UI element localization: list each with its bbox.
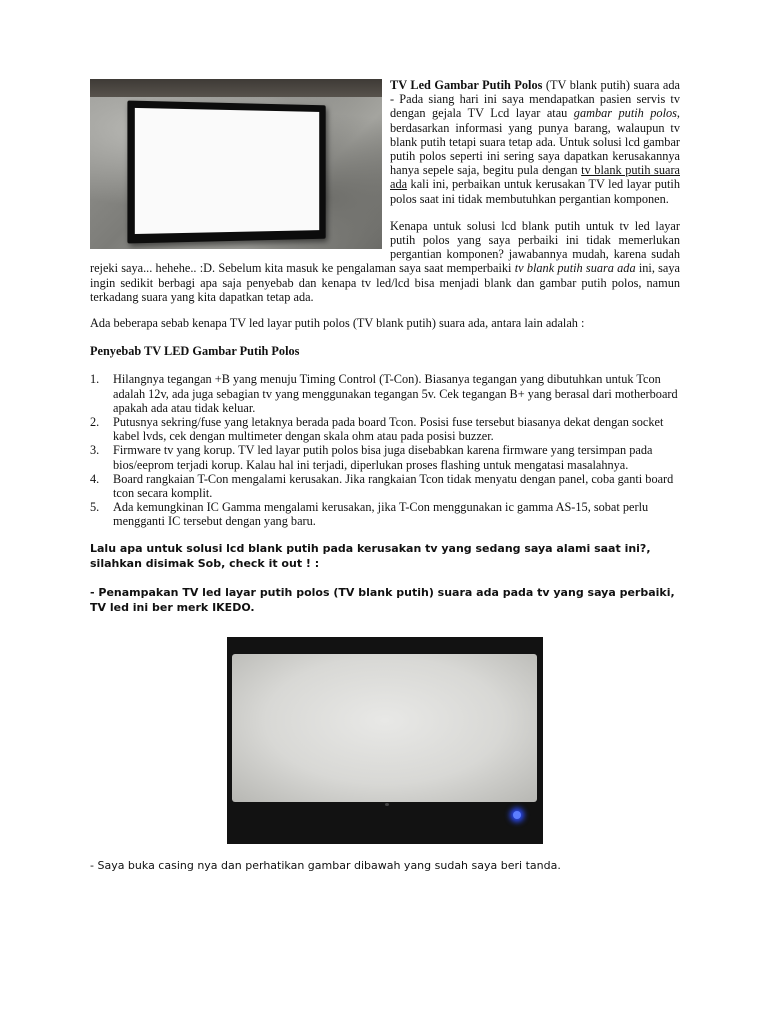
ceiling-shade <box>90 79 382 97</box>
callout-text: Lalu apa untuk solusi lcd blank putih pada kerusakan tv yang sedang saya alami saat ini?, silahkan disimak Sob, check it out ! : <box>90 541 651 570</box>
intro-paragraph: TV Led Gambar Putih Polos (TV blank putih) suara ada - Pada siang hari ini saya mendapatkan pasien servis tv dengan gejala TV Lcd layar atau gambar putih polos, berdasarkan informasi yang punya barang, walaupun tv blank putih tetapi suara tetap ada. Untuk solusi lcd gambar putih polos seperti ini sering saya dapatkan kerusakannya hanya sepele saja, begitu pula dengan tv blank putih suara ada kali ini, perbaikan untuk kerusakan TV led layar putih polos saat ini tidak membutuhkan pergantian komponen. <box>390 78 680 206</box>
list-number: 3. <box>90 443 100 458</box>
tv-white-screen <box>232 654 537 802</box>
list-number: 5. <box>90 500 100 515</box>
keyword-link[interactable]: tv blank putih suara ada <box>390 163 680 192</box>
tv-logo <box>385 803 389 806</box>
list-item <box>90 472 680 500</box>
list-item <box>90 443 680 471</box>
photo-caption-2: - Saya buka casing nya dan perhatikan gambar dibawah yang sudah saya beri tanda. <box>90 858 561 872</box>
tv-white-screen <box>135 108 319 234</box>
tv-frame <box>127 101 325 244</box>
power-led-icon <box>513 811 521 819</box>
list-text: Board rangkaian T-Con mengalami kerusakan. Jika rangkaian Tcon tidak menyatu dengan panel, coba ganti board tcon secara komplit. <box>113 471 674 501</box>
ikedo-tv-photo <box>227 637 543 844</box>
article-title: TV Led Gambar Putih Polos <box>390 78 543 92</box>
photo-caption-1: - Penampakan TV led layar putih polos (TV blank putih) suara ada pada tv yang saya perbaiki, TV led ini ber merk IKEDO. <box>90 585 675 614</box>
section-heading: Penyebab TV LED Gambar Putih Polos <box>90 344 300 359</box>
third-paragraph: Ada beberapa sebab kenapa TV led layar putih polos (TV blank putih) suara ada, antara lain adalah : <box>90 316 585 331</box>
list-item <box>90 500 680 528</box>
list-item <box>90 372 680 415</box>
list-number: 2. <box>90 415 100 430</box>
list-number: 1. <box>90 372 100 387</box>
causes-list <box>90 372 680 528</box>
document-page <box>90 78 680 873</box>
list-text: Hilangnya tegangan +B yang menuju Timing Control (T-Con). Biasanya tegangan yang dibutuhkan untuk Tcon adalah 12v, ada juga sebagian tv yang menggunakan tegangan 5v. Cek tegangan B+ yang berasal dari motherboard apakah ada atau tidak keluar. <box>113 372 678 415</box>
list-item <box>90 415 680 443</box>
second-paragraph: Kenapa untuk solusi lcd blank putih untuk tv led layar putih polos yang saya perbaiki ini tidak memerlukan pergantian komponen? jawabannya mudah, karena sudah rejeki saya... hehehe.. :D. Sebelum kita masuk ke pengalaman saya saat memperbaiki tv blank putih suara ada ini, saya ingin sedikit berbagi apa saja penyebab dan kenapa tv led/lcd bisa menjadi blank dan gambar putih polos, namun terkadang suara yang kita dapatkan tetap ada. <box>90 218 680 304</box>
list-number: 4. <box>90 471 100 486</box>
list-text: Firmware tv yang korup. TV led layar putih polos bisa juga disebabkan karena firmware yang tersimpan pada bios/eeprom terjadi korup. Kalau hal ini terjadi, diperlukan proses flashing untuk mengatasi masalahnya. <box>113 443 653 472</box>
wall-tv-photo <box>90 79 382 249</box>
list-text: Ada kemungkinan IC Gamma mengalami kerusakan, jika T-Con menggunakan ic gamma AS-15, sobat perlu mengganti IC tersebut dengan yang baru. <box>113 500 649 529</box>
list-text: Putusnya sekring/fuse yang letaknya berada pada board Tcon. Posisi fuse tersebut biasanya dekat dengan socket kabel lvds, cek dengan multimeter dengan skala ohm atau pada posisi buzzer. <box>113 415 664 444</box>
